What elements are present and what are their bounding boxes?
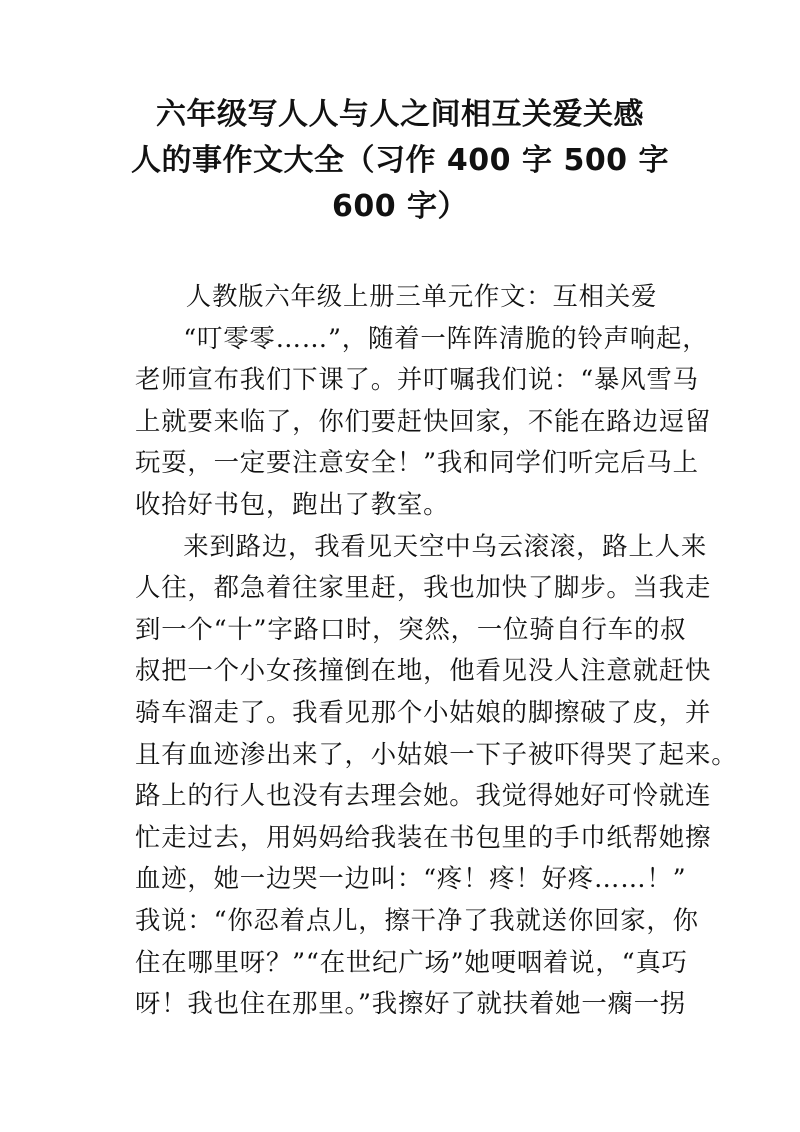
paragraph-line: 叔把一个小女孩撞倒在地，他看见没人注意就赶快: [135, 655, 712, 686]
paragraph-line: 住在哪里呀？”“在世纪广场”她哽咽着说，“真巧: [135, 946, 688, 977]
title-line: 人的事作文大全（习作 400 字 500 字: [130, 143, 670, 178]
paragraph-line: 来到路边，我看见天空中乌云滚滚，路上人来: [183, 530, 708, 561]
paragraph-line: “叮零零……”，随着一阵阵清脆的铃声响起，: [183, 322, 709, 353]
title-line: 600 字）: [331, 189, 469, 224]
paragraph-line: 到一个“十”字路口时，突然，一位骑自行车的叔: [135, 613, 687, 644]
paragraph-line: 路上的行人也没有去理会她。我觉得她好可怜就连: [135, 780, 712, 811]
title-line: 六年级写人人与人之间相互关爱关感: [156, 97, 644, 132]
paragraph-line: 玩耍，一定要注意安全！”我和同学们听完后马上: [135, 447, 699, 478]
paragraph-line: 且有血迹渗出来了，小姑娘一下子被吓得哭了起来。: [135, 738, 738, 769]
paragraph-line: 我说：“你忍着点儿，擦干净了我就送你回家，你: [135, 904, 699, 935]
paragraph-line: 上就要来临了，你们要赶快回家，不能在路边逗留: [135, 405, 712, 436]
document-subtitle: 人教版六年级上册三单元作文：互相关爱: [185, 281, 658, 311]
document-body: [135, 276, 738, 1025]
document-title: [100, 92, 700, 230]
paragraph-line: 收拾好书包，跑出了教室。: [135, 488, 450, 519]
paragraph-line: 忙走过去，用妈妈给我装在书包里的手巾纸帮她擦: [135, 821, 712, 852]
paragraph-line: 血迹，她一边哭一边叫：“疼！疼！好疼……！”: [135, 863, 687, 894]
paragraph-line: 骑车溜走了。我看见那个小姑娘的脚擦破了皮，并: [135, 696, 712, 727]
paragraph-line: 人往，都急着往家里赶，我也加快了脚步。当我走: [135, 572, 712, 603]
paragraph-line: 呀！我也住在那里。”我擦好了就扶着她一瘸一拐: [135, 988, 687, 1019]
paragraph-line: 老师宣布我们下课了。并叮嘱我们说：“暴风雪马: [135, 364, 699, 395]
